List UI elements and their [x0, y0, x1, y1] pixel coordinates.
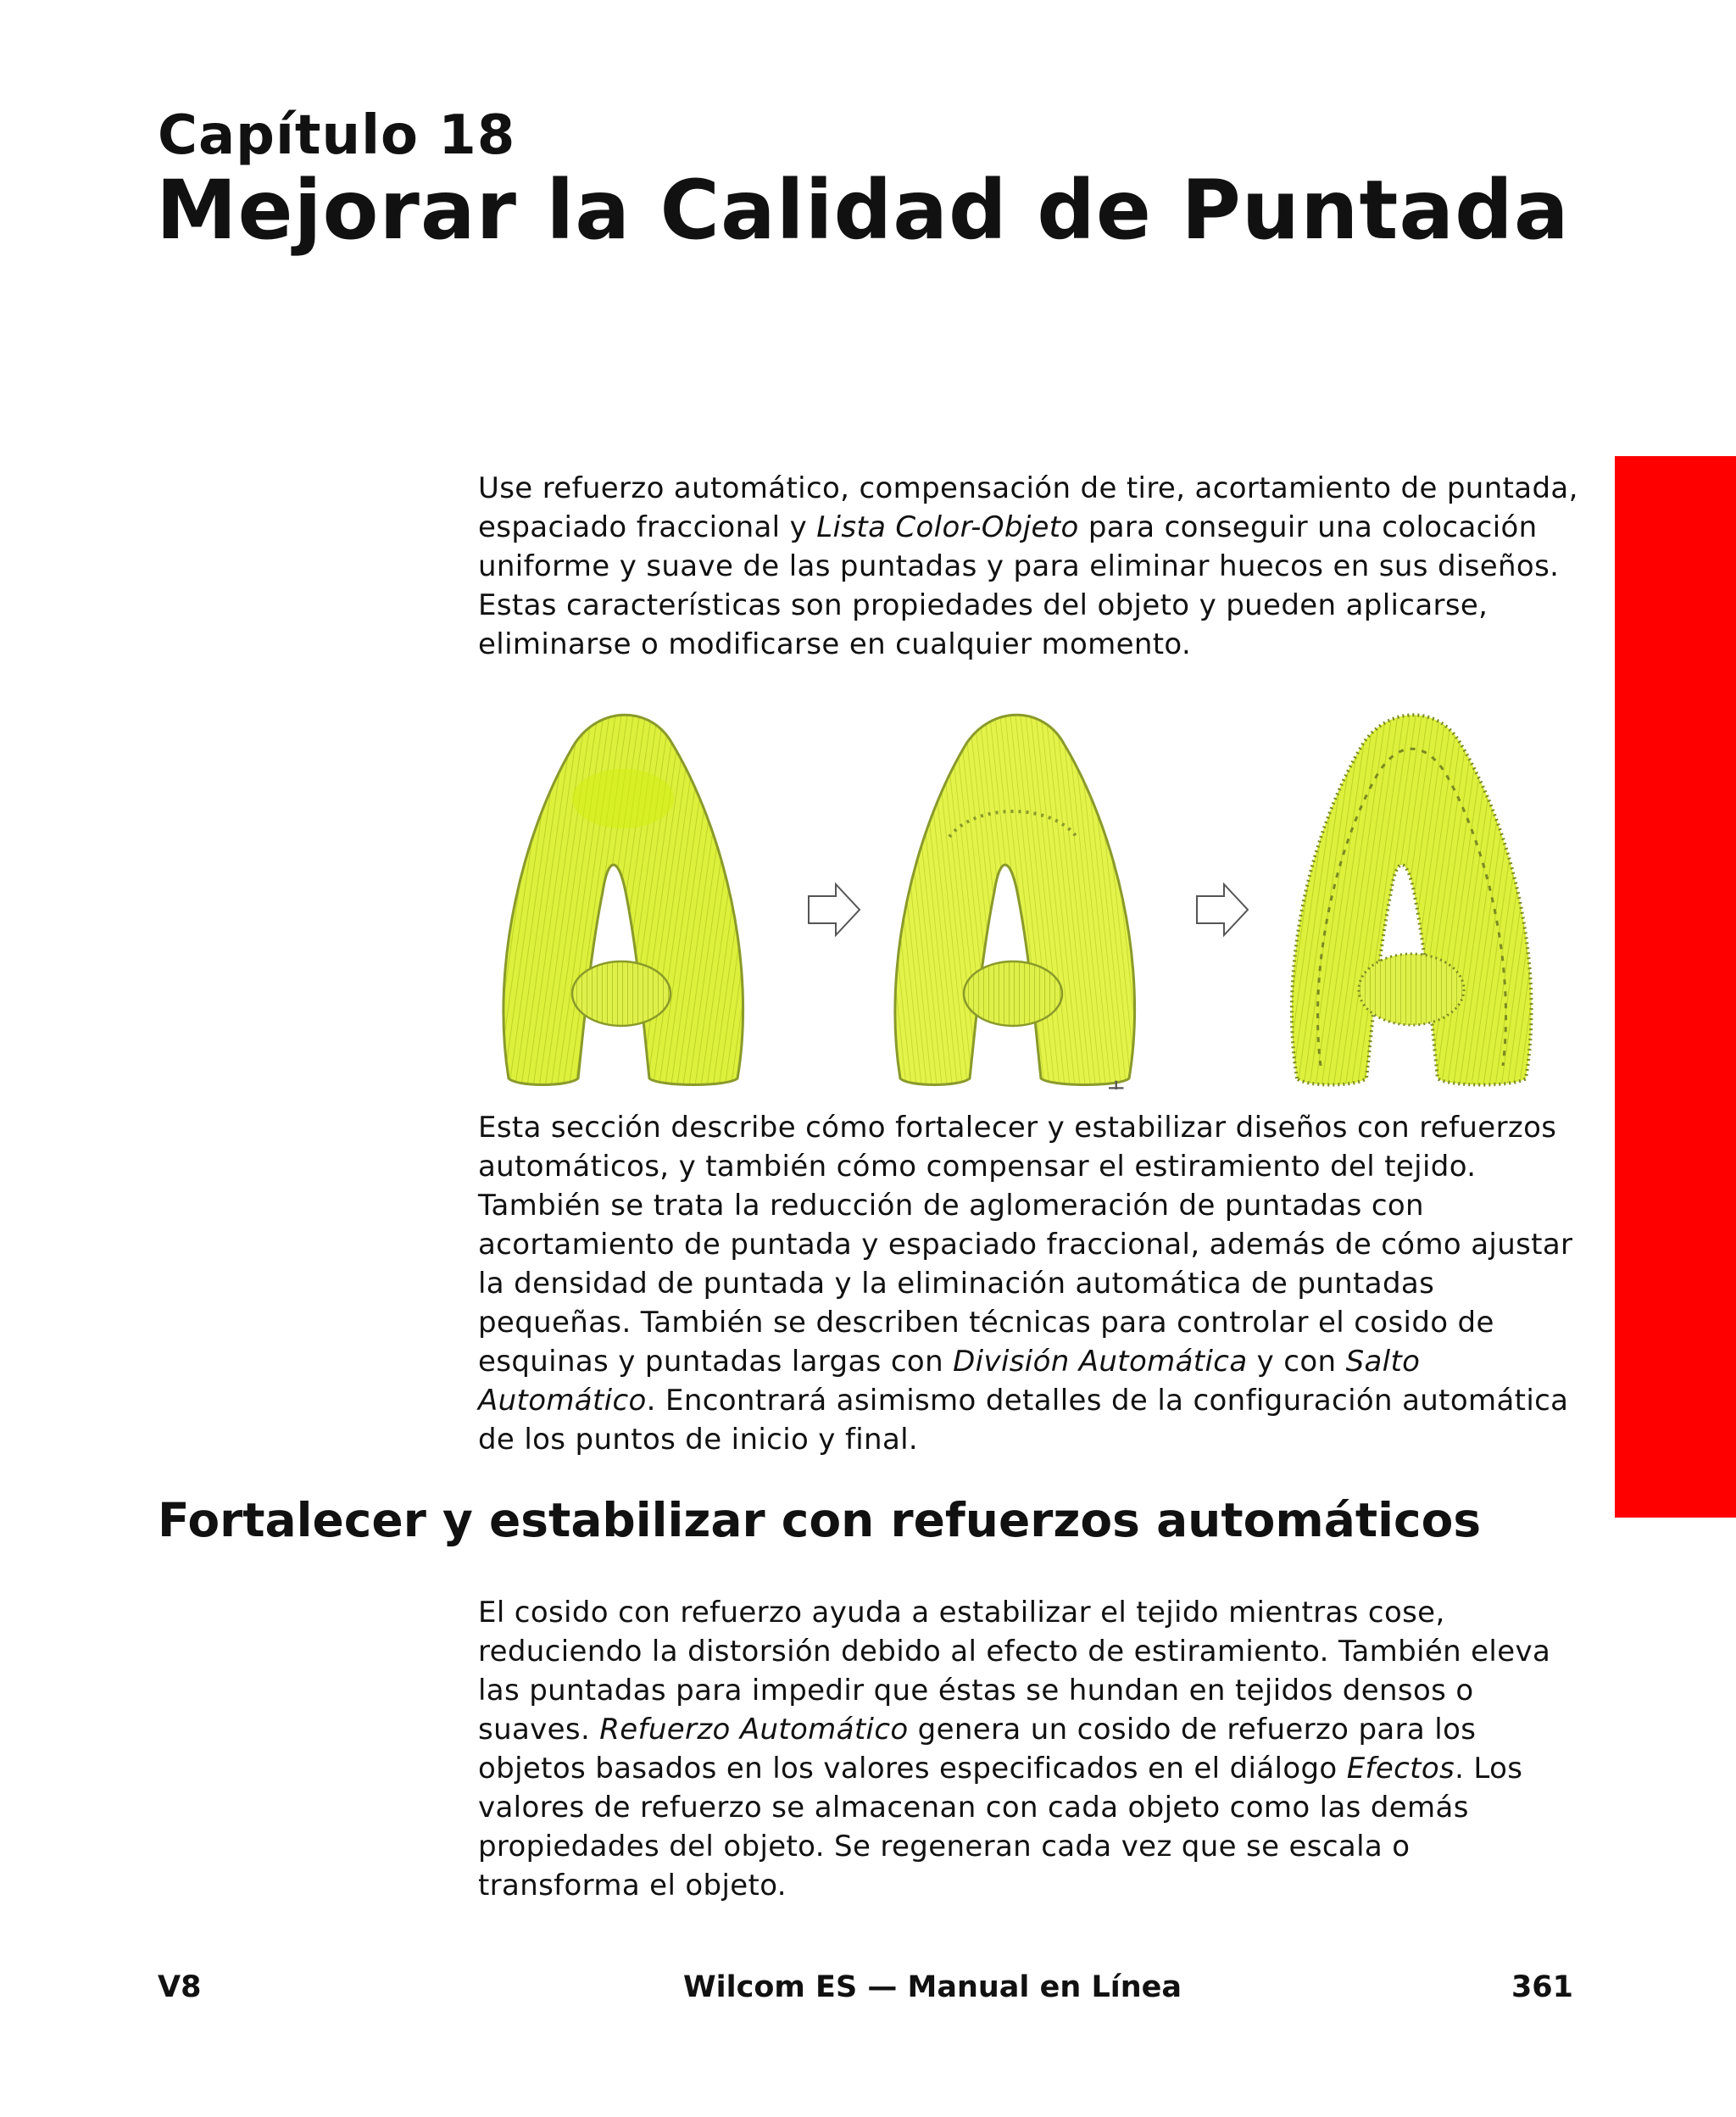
chapter-number: Capítulo 18 [158, 104, 516, 167]
stitched-letter-a-original [504, 715, 743, 1084]
chapter-title: Mejorar la Calidad de Puntada [156, 163, 1570, 258]
section-paragraph [478, 1593, 1580, 1905]
stitched-letter-a-shortened [895, 715, 1135, 1089]
section-italic-term-1: Refuerzo Automático [599, 1713, 909, 1747]
section-italic-term-2: Efectos [1346, 1752, 1455, 1786]
arrow-right-icon [1197, 884, 1248, 935]
section-text-3: . Los valores de refuerzo se almacenan con cada objeto como las demás propiedades del objeto. Se regeneran cada vez que se escala o transforma el objeto. [478, 1752, 1523, 1903]
intro-text-2: para conseguir una colocación uniforme y suave de las puntadas y para eliminar huecos en sus diseños. Estas características son propiedades del objeto y pueden aplicarse, eliminarse o modificarse en cualquier momento. [478, 510, 1560, 661]
intro-italic-term: Lista Color-Objeto [816, 510, 1079, 544]
stitch-figure-svg [475, 699, 1594, 1089]
footer-manual-title: Wilcom ES — Manual en Línea [682, 1970, 1182, 2004]
desc-italic-term-1: División Automática [953, 1345, 1248, 1379]
chapter-tab-marker [1615, 456, 1736, 1518]
stitched-letter-a-underlay [1292, 715, 1532, 1084]
footer-version: V8 [158, 1970, 202, 2004]
section-text-2: genera un cosido de refuerzo para los objetos basados en los valores especificados en el diálogo [478, 1713, 1477, 1786]
stitch-quality-figure [475, 699, 1594, 1089]
footer-page-number: 361 [1511, 1970, 1573, 2004]
desc-italic-term-2: Salto Automático [478, 1345, 1421, 1418]
cursor-cross-icon: + [1106, 1073, 1127, 1089]
desc-text-3: . Encontrará asimismo detalles de la configuración automática de los puntos de inicio y final. [478, 1384, 1569, 1457]
intro-text-1: Use refuerzo automático, compensación de tire, acortamiento de puntada, espaciado fraccional y [478, 471, 1578, 544]
intro-paragraph [478, 469, 1580, 664]
description-paragraph [478, 1108, 1580, 1459]
desc-text-1: Esta sección describe cómo fortalecer y estabilizar diseños con refuerzos automáticos, y también cómo compensar el estiramiento del tejido. También se trata la reducción de aglomeración de puntadas con acortamiento de puntada y espaciado fraccional, además de cómo ajustar la densidad de puntada y la eliminación automática de puntadas pequeñas. También se describen técnicas para controlar el cosido de esquinas y puntadas largas con [478, 1111, 1573, 1379]
arrow-right-icon [809, 884, 860, 935]
desc-text-2: y con [1247, 1345, 1346, 1379]
section-text-1: El cosido con refuerzo ayuda a estabilizar el tejido mientras cose, reduciendo la distorsión debido al efecto de estiramiento. También eleva las puntadas para impedir que éstas se hundan en tejidos densos o suaves. [478, 1596, 1551, 1747]
section-heading: Fortalecer y estabilizar con refuerzos automáticos [158, 1493, 1482, 1547]
